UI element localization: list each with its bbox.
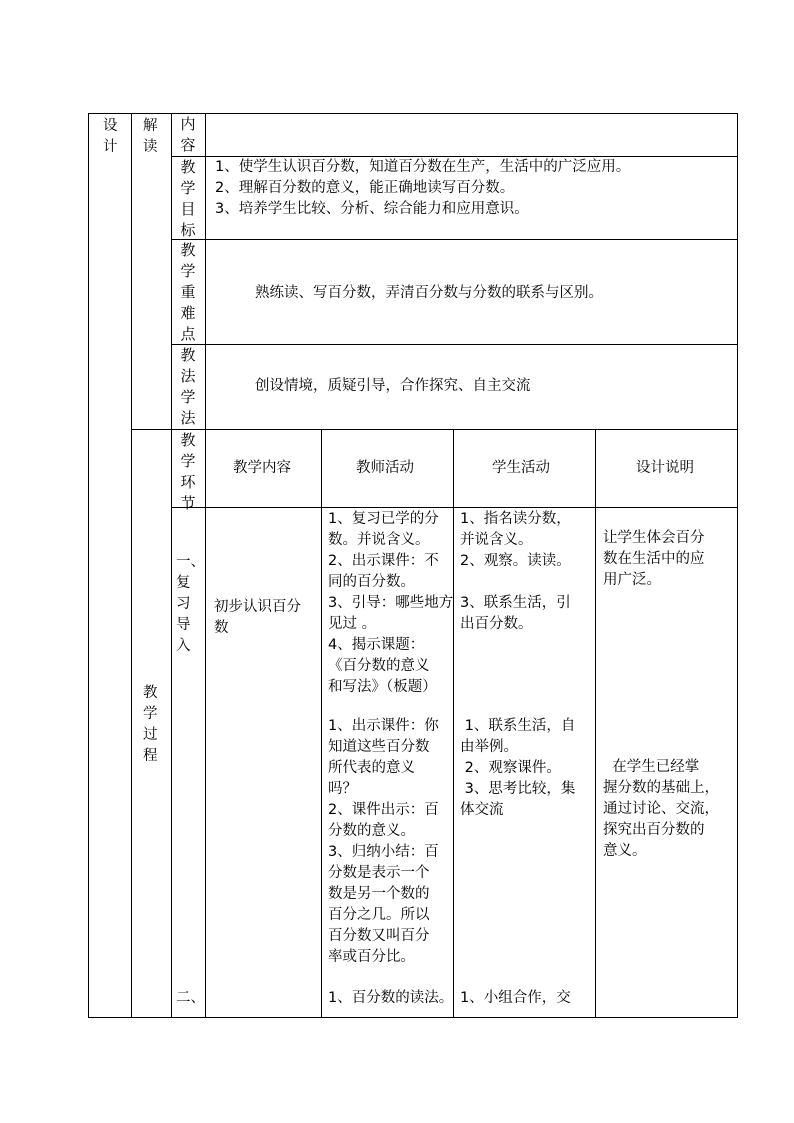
stage2-student-activity: 1、小组合作，交 (460, 990, 571, 1006)
stage1-design-notes-a: 让学生体会百分 数在生活中的应 用广泛。 (603, 530, 705, 588)
stage1-label: 一、 复 习 导 入 (176, 554, 205, 654)
content-row-label: 内 容 (180, 115, 196, 154)
key-points-text: 熟练读、写百分数，弄清百分数与分数的联系与区别。 (255, 285, 603, 301)
divider-label-column (205, 113, 206, 1018)
table-border-bottom (88, 1017, 738, 1018)
table-border-right (737, 113, 738, 1018)
key-points-row-label: 教 学 重 难 点 (180, 241, 196, 343)
stage1-student-activity-b: 1、联系生活，自 由举例。 2、观察课件。 3、思考比较，集 体交流 (460, 718, 576, 818)
teaching-process-label: 教 学 过 程 (143, 685, 158, 764)
stage1-content: 初步认识百分 数 (214, 599, 301, 636)
stage1-student-activity-a: 1、指名读分数， 并说含义。 2、观察。读读。 3、联系生活，引 出百分数。 (460, 511, 571, 632)
divider-design-column (131, 113, 132, 1018)
divider-student-column (595, 429, 596, 1018)
header-student: 学生活动 (492, 460, 550, 476)
goal-line-3: 3、培养学生比较、分析、综合能力和应用意识。 (215, 201, 529, 217)
stage1-teacher-activity-a: 1、复习已学的分 数。并说含义。 2、出示课件：不 同的百分数。 3、引导：哪些地方 见过 。 4、揭示课题： 《百分数的意义 和写法》（板题） (328, 511, 454, 695)
methods-row-label: 教 法 学 法 (180, 346, 196, 427)
divider-interpret-column (171, 113, 172, 1018)
header-teacher: 教师活动 (356, 460, 414, 476)
stage1-design-notes-b: 在学生已经掌 握分数的基础上， 通过讨论、交流， 探究出百分数的 意义。 (603, 759, 719, 859)
table-border-left (88, 113, 89, 1018)
header-notes: 设计说明 (636, 460, 694, 476)
stage2-teacher-activity: 1、百分数的读法。 (328, 990, 454, 1006)
divider-content-column (321, 429, 322, 1018)
header-row-separator (171, 507, 738, 508)
goal-line-2: 2、理解百分数的意义，能正确地读写百分数。 (215, 180, 515, 196)
design-label: 设 计 (103, 118, 118, 155)
row-separator (171, 344, 738, 345)
goals-row-label: 教 学 目 标 (180, 158, 196, 239)
stage2-label: 二、 (176, 990, 205, 1006)
goal-line-1: 1、使学生认识百分数，知道百分数在生产，生活中的广泛应用。 (215, 159, 631, 175)
methods-text: 创设情境，质疑引导，合作探究、自主交流 (255, 378, 531, 394)
stage1-teacher-activity-b: 1、出示课件：你 知道这些百分数 所代表的意义 吗？ 2、课件出示：百 分数的意义。 3、归纳小结：百 分数是表示一个 数是另一个数的 百分之几。所以 百分数又叫百分 率或百分比。 (328, 718, 439, 965)
row-separator (131, 429, 738, 430)
interpret-label: 解 读 (143, 118, 158, 155)
row-separator (171, 239, 738, 240)
header-content: 教学内容 (233, 460, 291, 476)
header-stage: 教 学 环 节 (180, 431, 196, 512)
